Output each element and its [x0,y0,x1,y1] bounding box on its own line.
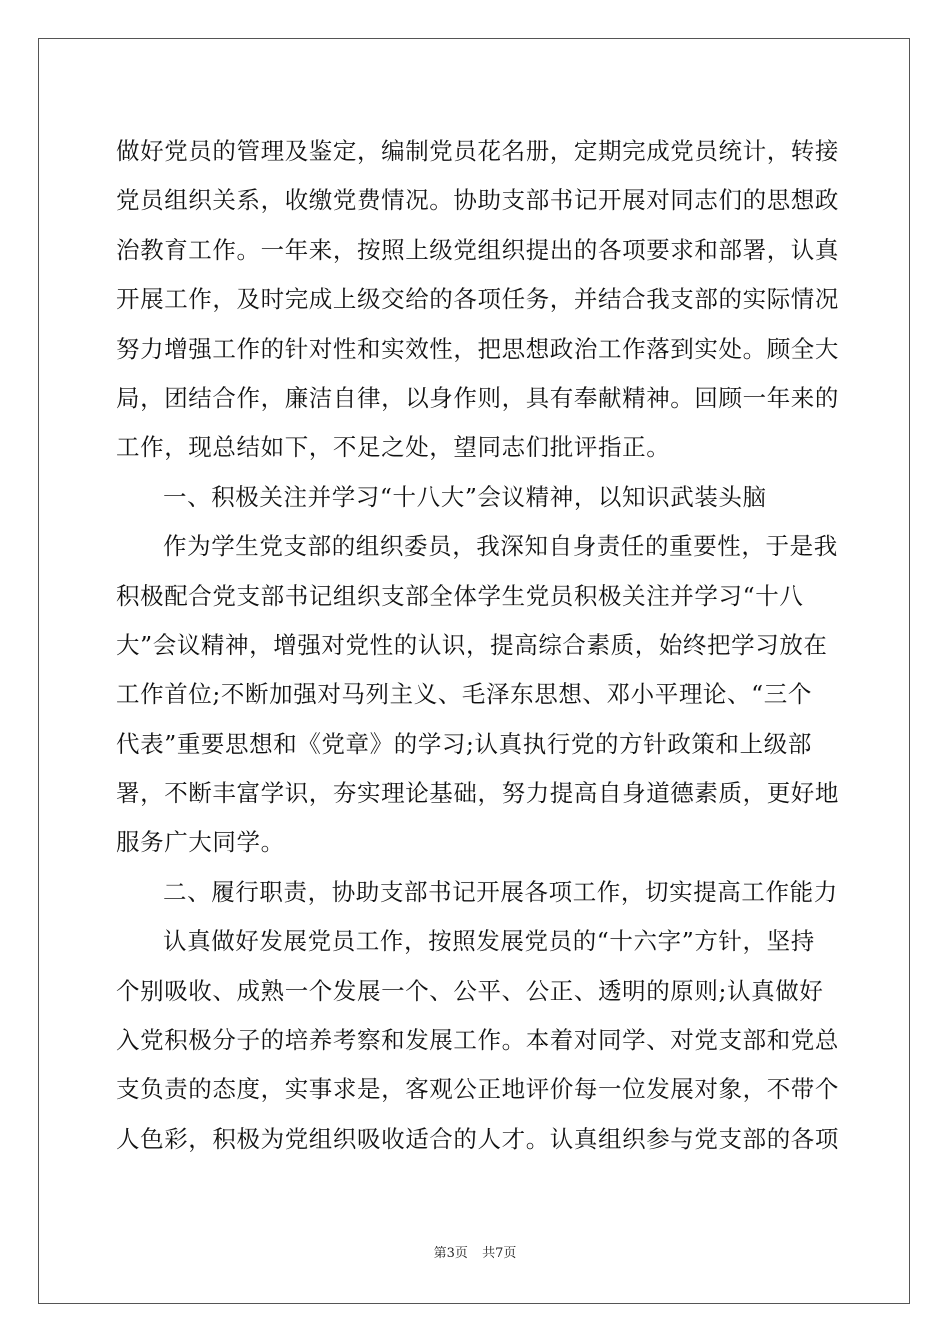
text-line: 人色彩，积极为党组织吸收适合的人才。认真组织参与党支部的各项 [116,1124,839,1153]
text-line: 认真做好发展党员工作，按照发展党员的“十六字”方针，坚持 [163,927,815,956]
page-number: 第3页 [433,1246,468,1261]
text-line: 局，团结合作，廉洁自律，以身作则，具有奉献精神。回顾一年来的 [116,383,839,412]
text-line: 治教育工作。一年来，按照上级党组织提出的各项要求和部署，认真 [116,235,839,264]
text-line: 开展工作，及时完成上级交给的各项任务，并结合我支部的实际情况 [116,285,839,314]
text-line: 支负责的态度，实事求是，客观公正地评价每一位发展对象，不带个 [116,1075,839,1104]
section-heading: 二、履行职责，协助支部书记开展各项工作，切实提高工作能力 [163,877,838,906]
text-line: 署，不断丰富学识，夯实理论基础，努力提高自身道德素质，更好地 [116,779,839,808]
text-line: 代表”重要思想和《党章》的学习;认真执行党的方针政策和上级部 [116,729,812,758]
text-line: 工作首位;不断加强对马列主义、毛泽东思想、邓小平理论、“三个 [116,680,812,709]
text-line: 做好党员的管理及鉴定，编制党员花名册，定期完成党员统计，转接 [116,137,839,165]
text-line: 个别吸收、成熟一个发展一个、公平、公正、透明的原则;认真做好 [116,976,824,1005]
text-line: 努力增强工作的针对性和实效性，把思想政治工作落到实处。顾全大 [116,334,839,363]
page-footer [0,1246,950,1262]
text-line: 服务广大同学。 [116,828,285,857]
text-line: 入党积极分子的培养考察和发展工作。本着对同学、对党支部和党总 [116,1026,839,1055]
text-line: 积极配合党支部书记组织支部全体学生党员积极关注并学习“十八 [116,581,804,610]
text-line: 作为学生党支部的组织委员，我深知自身责任的重要性，于是我 [163,532,838,561]
page-total: 共7页 [482,1246,517,1261]
text-line: 工作，现总结如下，不足之处，望同志们批评指正。 [116,433,671,462]
text-line: 党员组织关系，收缴党费情况。协助支部书记开展对同志们的思想政 [116,186,839,215]
document-body [116,127,839,1164]
section-heading: 一、积极关注并学习“十八大”会议精神，以知识武装头脑 [163,482,767,511]
text-line: 大”会议精神，增强对党性的认识，提高综合素质，始终把学习放在 [116,630,828,659]
